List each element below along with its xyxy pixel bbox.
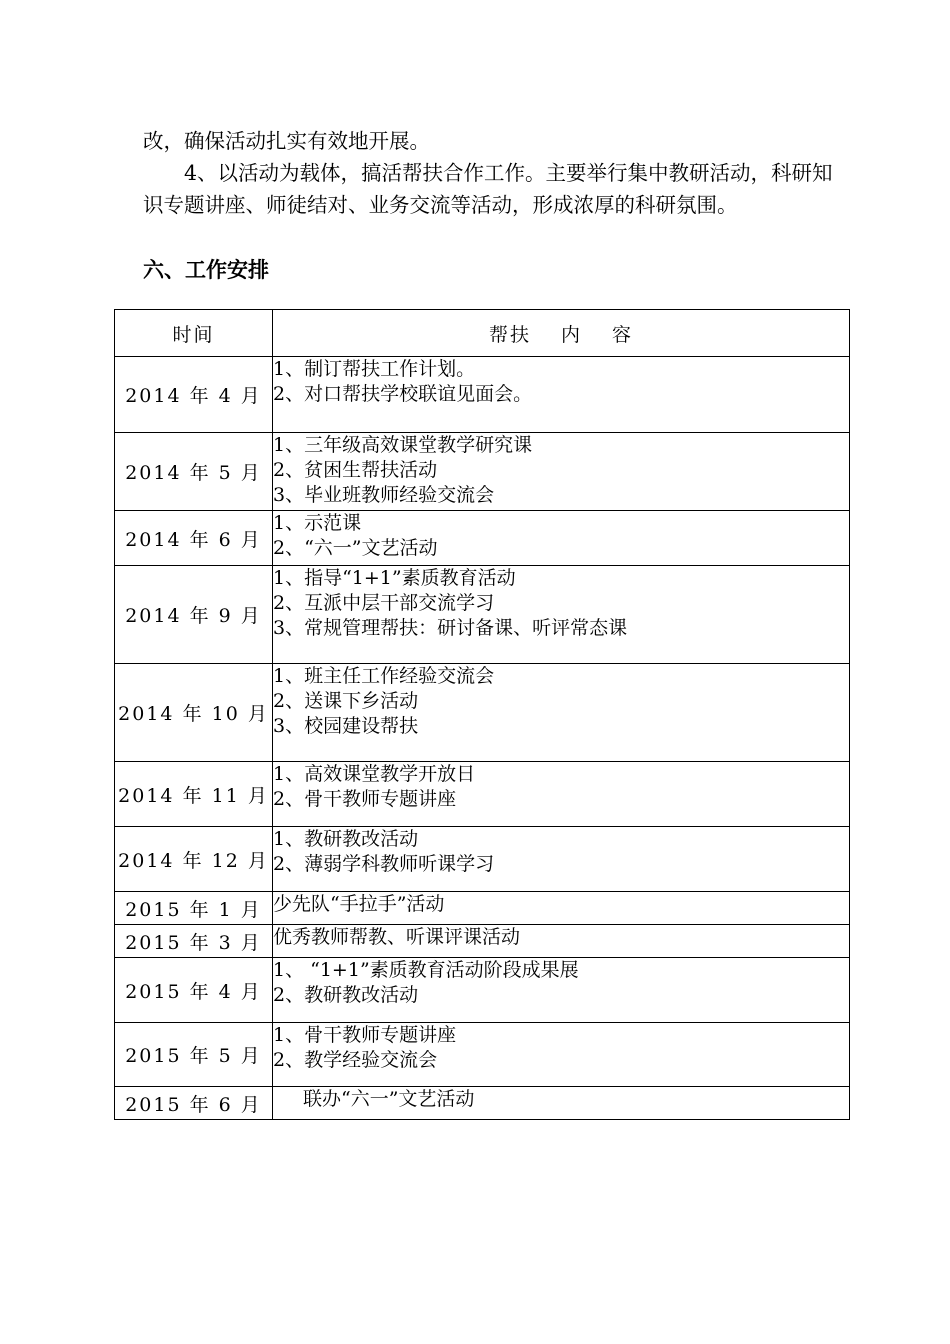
- table-row: [115, 664, 850, 762]
- row-time: 2015 年 1 月: [115, 892, 273, 925]
- row-time: 2014 年 11 月: [115, 762, 273, 827]
- content-item: 2、“六一”文艺活动: [273, 537, 438, 559]
- table-row: [115, 1023, 850, 1087]
- content-item: 1、制订帮扶工作计划。: [273, 358, 476, 380]
- row-content: [273, 566, 850, 664]
- table-row: [115, 433, 850, 511]
- content-item: 1、 “1+1”素质教育活动阶段成果展: [273, 959, 579, 981]
- paragraph-continuation: 改，确保活动扎实有效地开展。: [143, 129, 430, 153]
- row-content: [273, 958, 850, 1023]
- content-item: 2、教学经验交流会: [273, 1049, 438, 1071]
- row-time: 2015 年 3 月: [115, 925, 273, 958]
- row-content: [273, 433, 850, 511]
- row-time: 2014 年 10 月: [115, 664, 273, 762]
- table-row: [115, 1087, 850, 1120]
- content-item: 1、教研教改活动: [273, 828, 419, 850]
- table-row: [115, 511, 850, 566]
- content-item: 2、送课下乡活动: [273, 690, 419, 712]
- row-time: 2014 年 6 月: [115, 511, 273, 566]
- row-time: 2014 年 5 月: [115, 433, 273, 511]
- table-row: [115, 566, 850, 664]
- paragraph-item-4: 4、以活动为载体，搞活帮扶合作工作。主要举行集中教研活动，科研知识专题讲座、师徒结对、业务交流等活动，形成浓厚的科研氛围。: [143, 161, 833, 217]
- row-content: [273, 925, 850, 958]
- table-row: [115, 762, 850, 827]
- table-row: [115, 892, 850, 925]
- content-item: 1、骨干教师专题讲座: [273, 1024, 457, 1046]
- content-item: 2、薄弱学科教师听课学习: [273, 853, 495, 875]
- header-time: 时间: [115, 310, 273, 357]
- content-item: 1、高效课堂教学开放日: [273, 763, 476, 785]
- row-content: [273, 827, 850, 892]
- row-content: [273, 511, 850, 566]
- row-time: 2015 年 5 月: [115, 1023, 273, 1087]
- row-content: [273, 664, 850, 762]
- content-item: 联办“六一”文艺活动: [303, 1088, 475, 1110]
- row-content: [273, 1023, 850, 1087]
- row-time: 2014 年 9 月: [115, 566, 273, 664]
- section-heading: 六、工作安排: [143, 257, 269, 282]
- row-time: 2015 年 6 月: [115, 1087, 273, 1120]
- table-header-row: [115, 310, 850, 357]
- row-content: [273, 357, 850, 433]
- row-time: 2014 年 4 月: [115, 357, 273, 433]
- content-item: 2、对口帮扶学校联谊见面会。: [273, 383, 533, 405]
- table-row: [115, 958, 850, 1023]
- content-item: 优秀教师帮教、听课评课活动: [273, 926, 521, 948]
- content-item: 2、教研教改活动: [273, 984, 419, 1006]
- content-item: 1、指导“1+1”素质教育活动: [273, 567, 516, 589]
- content-item: 2、骨干教师专题讲座: [273, 788, 457, 810]
- content-item: 1、班主任工作经验交流会: [273, 665, 495, 687]
- table-row: [115, 827, 850, 892]
- work-schedule-table: [114, 309, 850, 1120]
- content-item: 3、校园建设帮扶: [273, 715, 419, 737]
- content-item: 1、示范课: [273, 512, 362, 534]
- header-content: 帮扶 内 容: [273, 310, 850, 357]
- content-item: 2、互派中层干部交流学习: [273, 592, 495, 614]
- row-time: 2015 年 4 月: [115, 958, 273, 1023]
- row-content: [273, 1087, 850, 1120]
- row-time: 2014 年 12 月: [115, 827, 273, 892]
- table-row: [115, 357, 850, 433]
- content-item: 少先队“手拉手”活动: [273, 893, 445, 915]
- content-item: 3、毕业班教师经验交流会: [273, 484, 495, 506]
- row-content: [273, 762, 850, 827]
- content-item: 2、贫困生帮扶活动: [273, 459, 438, 481]
- content-item: 3、常规管理帮扶：研讨备课、听评常态课: [273, 617, 628, 639]
- content-item: 1、三年级高效课堂教学研究课: [273, 434, 533, 456]
- row-content: [273, 892, 850, 925]
- table-row: [115, 925, 850, 958]
